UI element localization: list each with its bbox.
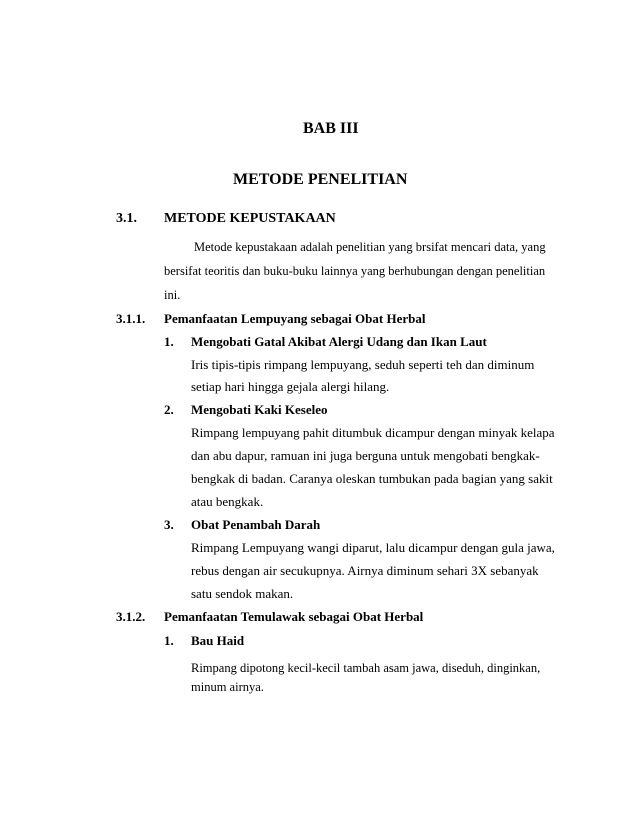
item-text-line: minum airnya. <box>191 680 264 694</box>
item-number: 2. <box>164 402 174 417</box>
item-text-line: Rimpang Lempuyang wangi diparut, lalu dicampur dengan gula jawa, <box>191 540 555 555</box>
item-text-line: rebus dengan air secukupnya. Airnya diminum sehari 3X sebanyak <box>191 563 539 578</box>
item-title: Mengobati Gatal Akibat Alergi Udang dan Ikan Laut <box>191 334 487 349</box>
chapter-title: METODE PENELITIAN <box>233 171 408 188</box>
section-heading: METODE KEPUSTAKAAN <box>164 211 336 226</box>
item-title: Mengobati Kaki Keseleo <box>191 402 328 417</box>
subsection-heading: Pemanfaatan Lempuyang sebagai Obat Herbal <box>164 311 426 326</box>
item-text-line: Rimpang lempuyang pahit ditumbuk dicampur dengan minyak kelapa <box>191 425 555 440</box>
item-number: 3. <box>164 517 174 532</box>
paragraph-line: ini. <box>164 288 181 302</box>
item-number: 1. <box>164 633 174 648</box>
item-text-line: dan abu dapur, ramuan ini juga berguna untuk mengobati bengkak- <box>191 448 540 463</box>
item-text-line: satu sendok makan. <box>191 586 294 601</box>
item-title: Obat Penambah Darah <box>191 517 321 532</box>
paragraph-line: bersifat teoritis dan buku-buku lainnya yang berhubungan dengan penelitian <box>164 264 546 278</box>
chapter-label: BAB III <box>303 120 359 137</box>
item-title: Bau Haid <box>191 633 245 648</box>
subsection-number: 3.1.2. <box>116 609 146 624</box>
item-text-line: Iris tipis-tipis rimpang lempuyang, seduh seperti teh dan diminum <box>191 357 535 372</box>
item-text-line: Rimpang dipotong kecil-kecil tambah asam jawa, diseduh, dinginkan, <box>191 661 541 675</box>
item-number: 1. <box>164 334 174 349</box>
item-text-line: atau bengkak. <box>191 494 264 509</box>
subsection-heading: Pemanfaatan Temulawak sebagai Obat Herbal <box>164 609 424 624</box>
item-text-line: setiap hari hingga gejala alergi hilang. <box>191 379 390 394</box>
subsection-number: 3.1.1. <box>116 311 146 326</box>
section-number: 3.1. <box>116 211 137 226</box>
paragraph-line: Metode kepustakaan adalah penelitian yang brsifat mencari data, yang <box>194 240 546 254</box>
item-text-line: bengkak di badan. Caranya oleskan tumbukan pada bagian yang sakit <box>191 471 553 486</box>
